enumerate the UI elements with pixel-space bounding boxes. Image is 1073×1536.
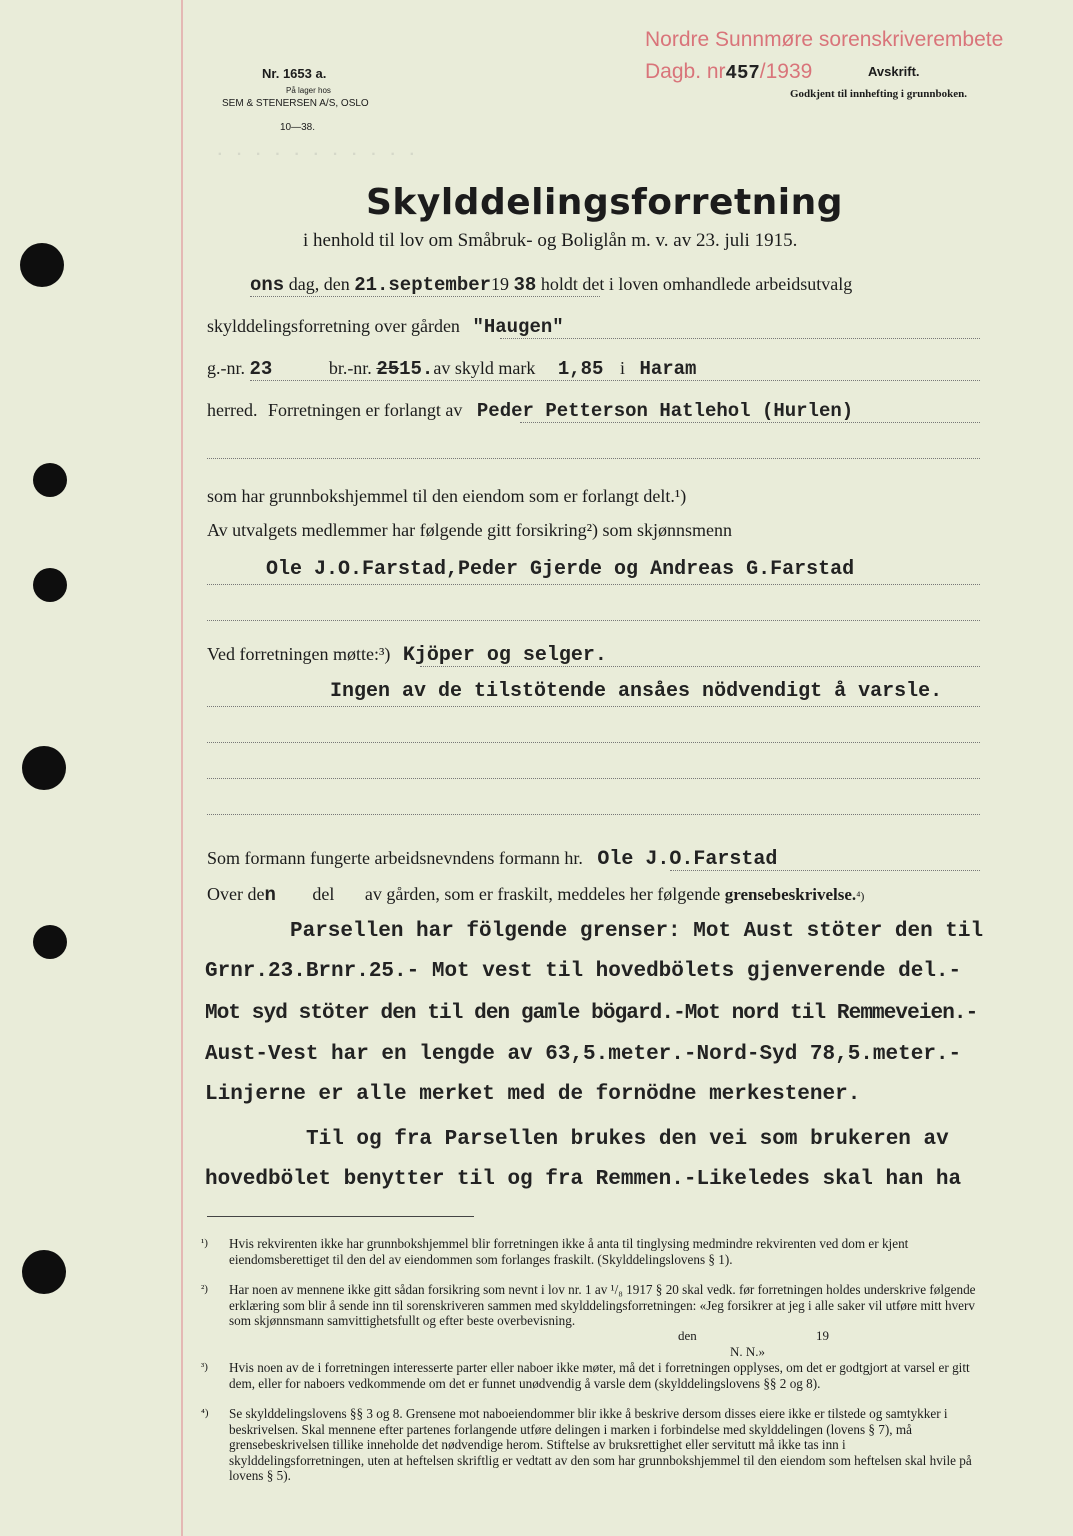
- boundary-line: Grnr.23.Brnr.25.- Mot vest til hovedbölets gjenverende del.-: [205, 960, 962, 983]
- fill-line: [250, 296, 600, 297]
- footnote-2-signature: N. N.»: [730, 1344, 766, 1359]
- boundary-line: Til og fra Parsellen brukes den vei som brukeren av: [306, 1128, 949, 1151]
- binder-hole: [22, 746, 66, 790]
- footnote-3: ³) Hvis noen av de i forretningen interesserte parter eller naboer ikke møter, må det i forretningen opplyses, om det er godtgjort at varsel er gitt dem, eller for naboers vedkommende om det er funnet unødvendig å varsle dem (skylddelingslovens §§ 2 og 8).: [201, 1360, 970, 1391]
- fill-line: [670, 870, 980, 871]
- intro-line-1: ons dag, den 21.september19 38 holdt det i loven omhandlede arbeidsutvalg: [250, 274, 853, 296]
- footnote-divider: [207, 1216, 474, 1217]
- footnote-2: ²) Har noen av mennene ikke gitt sådan forsikring som nevnt i lov nr. 1 av ¹/₈ 1917 § 20 skal vedk. før forretningen holdes underskrive følgende erklæring som blir å sende inn til sorenskriveren sammen med skylddelingsforretningen: «Jeg forsikrer at jeg i alle saker vil utføre mitt hverv som skjønnsmann samvittighetsfullt og efter beste overbevisning.: [201, 1282, 976, 1328]
- fill-line: [207, 814, 980, 815]
- fill-line: [250, 380, 980, 381]
- chair-line: Som formann fungerte arbeidsnevndens formann hr. Ole J.O.Farstad: [207, 848, 778, 871]
- document-title: Skylddelingsforretning: [366, 182, 844, 223]
- footnote-2-year: 19: [816, 1328, 829, 1343]
- form-number: Nr. 1653 a.: [262, 66, 327, 81]
- insurance-text: Av utvalgets medlemmer har følgende gitt forsikring²) som skjønnsmenn: [207, 520, 732, 540]
- binder-hole: [33, 463, 67, 497]
- attended-line: Ved forretningen møtte:³) Kjöper og selger.: [207, 644, 607, 667]
- fill-line: [207, 620, 980, 621]
- intro-line-3: g.-nr. 23 br.-nr. 2515.av skyld mark 1,85 i Haram: [207, 358, 697, 380]
- grunnbok-text: som har grunnbokshjemmel til den eiendom som er forlangt delt.¹): [207, 486, 687, 506]
- document-subtitle: i henhold til lov om Småbruk- og Boliglån m. v. av 23. juli 1915.: [303, 230, 798, 251]
- journal-number: Dagb. nr457/1939: [645, 60, 813, 84]
- boundary-line: Aust-Vest har en lengde av 63,5.meter.-Nord-Syd 78,5.meter.-: [205, 1043, 962, 1066]
- intro-line-2: skylddelingsforretning over gården "Haugen": [207, 316, 564, 338]
- boundary-line: Mot syd stöter den til den gamle bögard.-Mot nord til Remmeveien.-: [205, 1002, 978, 1025]
- office-stamp: Nordre Sunnmøre sorenskriverembete: [645, 28, 1004, 51]
- fill-line: [207, 458, 980, 459]
- bleed-through-text: · · · · · · · · · · ·: [215, 145, 417, 163]
- binder-hole: [33, 568, 67, 602]
- neighbors-text: Ingen av de tilstötende ansåes nödvendigt å varsle.: [330, 680, 943, 703]
- binder-hole: [20, 243, 64, 287]
- boundary-line: Parsellen har fölgende grenser: Mot Aust stöter den til: [290, 920, 984, 943]
- approved-label: Godkjent til innhefting i grunnboken.: [790, 88, 967, 100]
- footnote-2-den: den: [678, 1328, 697, 1343]
- publisher-name: SEM & STENERSEN A/S, OSLO: [222, 98, 369, 109]
- fill-line: [420, 666, 980, 667]
- margin-line: [181, 0, 183, 1536]
- binder-hole: [22, 1250, 66, 1294]
- fill-line: [520, 422, 980, 423]
- boundary-line: hovedbölet benytter til og fra Remmen.-Likeledes skal han ha: [205, 1168, 962, 1191]
- members-text: Ole J.O.Farstad,Peder Gjerde og Andreas G.Farstad: [266, 558, 855, 581]
- avskrift-label: Avskrift.: [868, 64, 920, 79]
- footnote-4: ⁴) Se skylddelingslovens §§ 3 og 8. Grensene mot naboeiendommer blir ikke å beskrive dersom disses eiere ikke er tilstede og samtykker i beskrivelsen. Skal mennene efter partenes forlangende utføre delingen i marken i forbindelse med skylddelingen (lovens § 7), må grensebeskrivelsen tillike inneholde det nødvendige herom. Stiftelse av bruksrettighet eller servitutt må ikke tas inn i skylddelingsforretningen, uten at heftelsen skriftlig er vedtatt av den som har grunnbokshjemmel til den eiendom som heftelsen skal hvile på lovens § 5).: [201, 1406, 972, 1483]
- publisher-line: På lager hos: [286, 86, 331, 95]
- boundary-line: Linjerne er alle merket med de fornödne merkestener.: [205, 1083, 861, 1106]
- intro-line-4: herred. Forretningen er forlangt av Peder Petterson Hatlehol (Hurlen): [207, 400, 854, 422]
- binder-hole: [33, 925, 67, 959]
- fill-line: [207, 778, 980, 779]
- form-date-code: 10—38.: [280, 122, 316, 133]
- fill-line: [207, 706, 980, 707]
- fill-line: [207, 584, 980, 585]
- grensebeskrivelse-line: Over den del av gården, som er fraskilt, meddeles her følgende grensebeskrivelse.⁴): [207, 884, 865, 906]
- fill-line: [500, 338, 980, 339]
- footnote-1: ¹) Hvis rekvirenten ikke har grunnbokshjemmel blir forretningen ikke å anta til tinglysing medmindre rekvirenten ved dom er kjent eiendomsberettiget til den del av eiendommen som forlanges fraskilt. (Skylddelingslovens § 1).: [201, 1236, 909, 1267]
- fill-line: [207, 742, 980, 743]
